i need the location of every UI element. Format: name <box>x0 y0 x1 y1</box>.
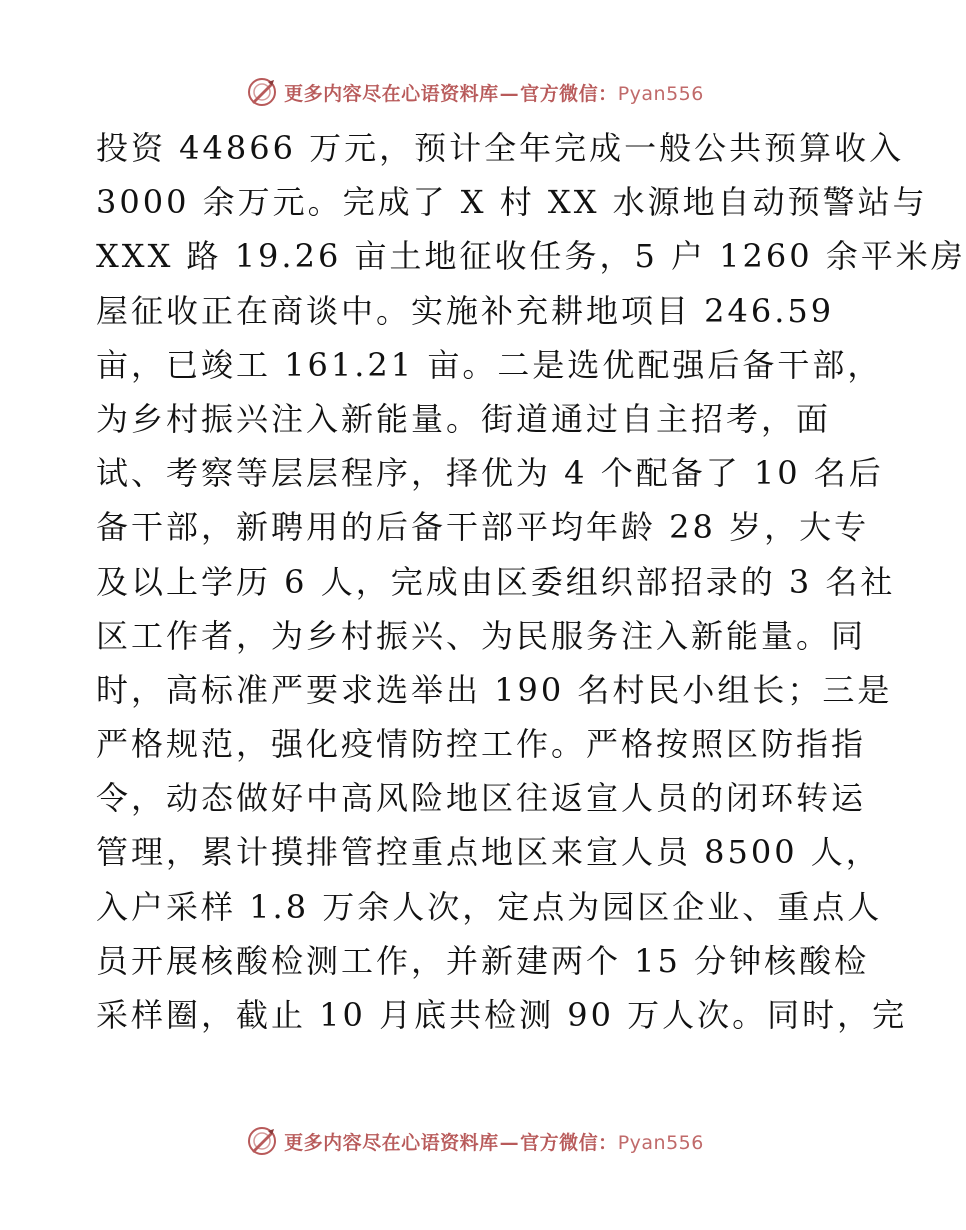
body-line: 严格规范，强化疫情防控工作。严格按照区防指指 <box>96 725 867 764</box>
body-line: XXX 路 19.26 亩土地征收任务，5 户 1260 余平米房 <box>96 237 966 276</box>
watermark-text: 更多内容尽在心语资料库 <box>284 1131 499 1154</box>
quill-logo-icon <box>246 1125 278 1157</box>
document-body <box>96 121 966 1042</box>
footer-watermark <box>0 1121 950 1161</box>
body-line: 为乡村振兴注入新能量。街道通过自主招考，面 <box>96 399 832 438</box>
body-line: 投资 44866 万元，预计全年完成一般公共预算收入 <box>96 129 905 167</box>
body-line: 3000 余万元。完成了 X 村 XX 水源地自动预警站与 <box>96 183 928 222</box>
body-line: 管理，累计摸排管控重点地区来宣人员 8500 人， <box>96 833 881 872</box>
watermark-account: Pyan556 <box>617 82 704 105</box>
watermark-label: 官方微信： <box>520 82 618 105</box>
watermark-account: Pyan556 <box>617 1131 704 1154</box>
body-line: 入户采样 1.8 万余人次，定点为园区企业、重点人 <box>96 887 883 926</box>
body-line: 员开展核酸检测工作，并新建两个 15 分钟核酸检 <box>96 941 870 980</box>
body-line: 亩，已竣工 161.21 亩。二是选优配强后备干部， <box>96 345 883 384</box>
header-watermark <box>0 72 950 112</box>
watermark-label: 官方微信： <box>520 1131 618 1154</box>
body-line: 令，动态做好中高风险地区往返宣人员的闭环转运 <box>96 779 867 818</box>
body-line: 屋征收正在商谈中。实施补充耕地项目 246.59 <box>96 291 835 330</box>
body-line: 时，高标准严要求选举出 190 名村民小组长；三是 <box>96 670 893 709</box>
body-line: 试、考察等层层程序，择优为 4 个配备了 10 名后 <box>96 454 884 493</box>
watermark-separator: — <box>499 82 520 105</box>
body-line: 区工作者，为乡村振兴、为民服务注入新能量。同 <box>96 616 867 655</box>
body-line: 及以上学历 6 人，完成由区委组织部招录的 3 名社 <box>96 562 896 601</box>
quill-logo-icon <box>246 76 278 108</box>
body-line: 采样圈，截止 10 月底共检测 90 万人次。同时，完 <box>96 996 908 1034</box>
watermark-separator: — <box>499 1131 520 1154</box>
body-line: 备干部，新聘用的后备干部平均年龄 28 岁，大专 <box>96 508 870 547</box>
watermark-text: 更多内容尽在心语资料库 <box>284 82 499 105</box>
